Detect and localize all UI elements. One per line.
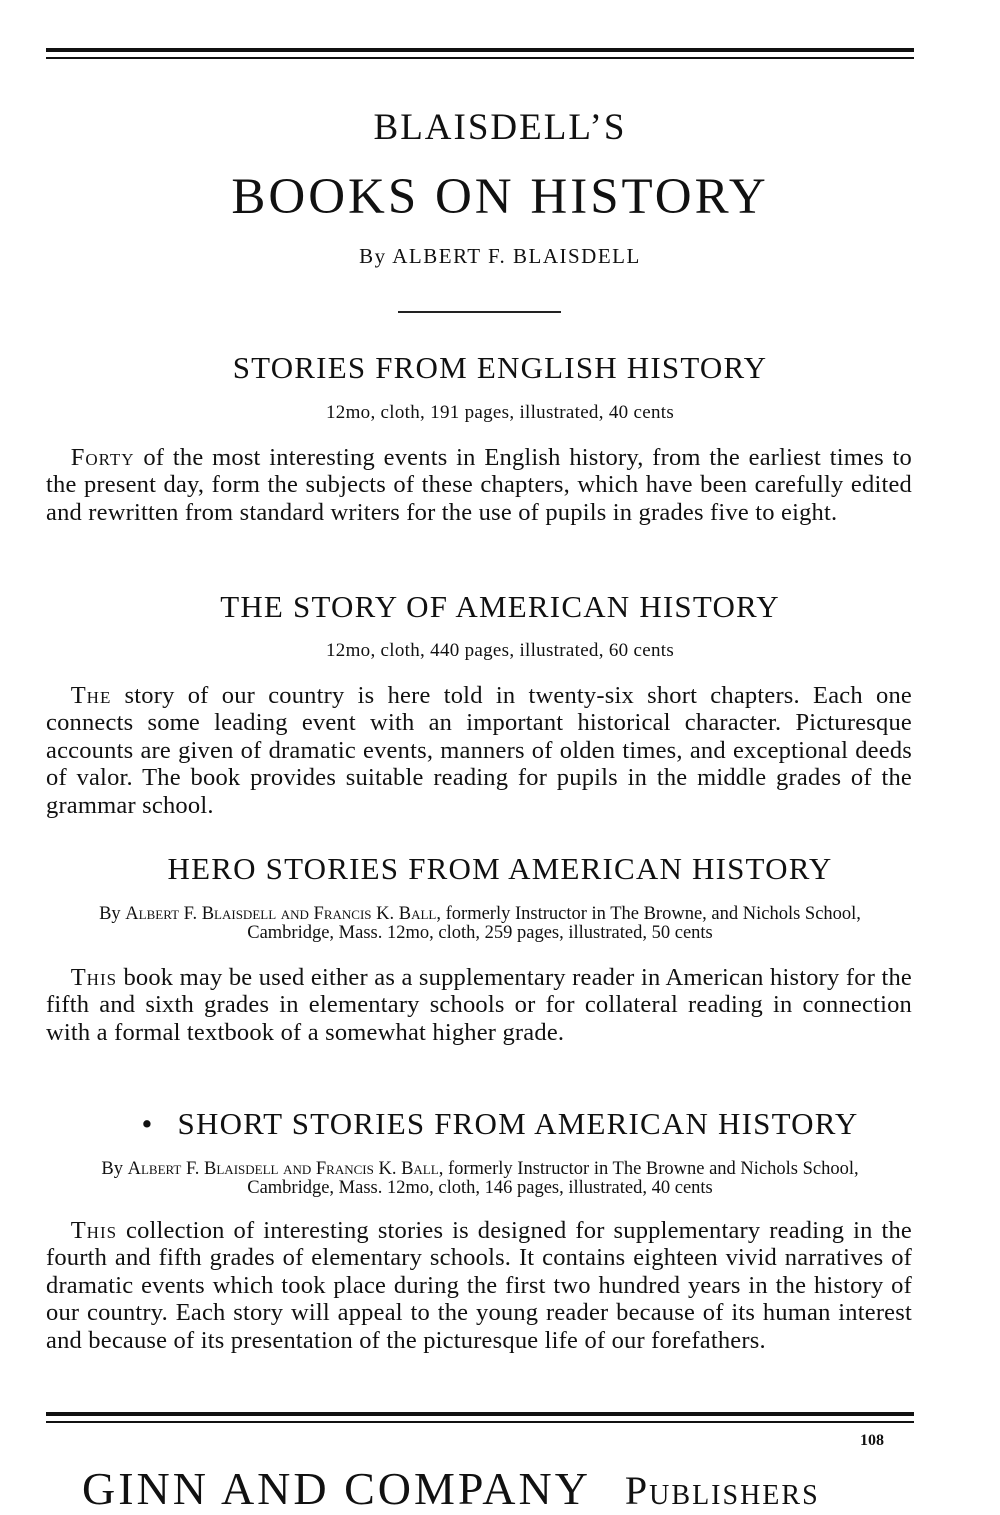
author-line: By ALBERT F. BLAISDELL: [359, 244, 641, 268]
book-byline: [60, 1160, 900, 1198]
page-title: BOOKS ON HISTORY: [231, 169, 769, 225]
byline-prefix: By: [101, 1159, 128, 1179]
description-text: story of our country is here told in twenty-six short chapters. Each one connects some leading event with an important historical character. Picturesque accounts are given of dramatic events, manners of olden times, and exceptional deeds of valor. The book provides suitable reading for pupils in the middle grades of the grammar school.: [46, 682, 912, 819]
lead-word: This: [70, 964, 118, 991]
bottom-rule-thick: [46, 1412, 914, 1416]
book-title: HERO STORIES FROM AMERICAN HISTORY: [167, 851, 833, 886]
lead-word: Forty: [70, 444, 135, 471]
top-rule-thick: [46, 48, 914, 52]
publisher-suffix: Publishers: [624, 1468, 820, 1513]
byline-prefix: By: [99, 904, 126, 924]
book-title: THE STORY OF AMERICAN HISTORY: [220, 589, 780, 624]
book-specs: 12mo, cloth, 440 pages, illustrated, 60 cents: [325, 640, 675, 661]
book-title: STORIES FROM ENGLISH HISTORY: [232, 350, 768, 385]
bullet-mark: •: [141, 1106, 154, 1141]
lead-word: The: [70, 682, 112, 709]
byline-details: , formerly Instructor in The Browne, and Nichols School, Cambridge, Mass. 12mo, cloth, 259 pages, illustrated, 50 cents: [247, 904, 861, 943]
publisher-imprint: [82, 1462, 912, 1515]
byline-details: , formerly Instructor in The Browne and Nichols School, Cambridge, Mass. 12mo, cloth, 146 pages, illustrated, 40 cents: [247, 1159, 859, 1198]
byline-authors: Albert F. Blaisdell and Francis K. Ball: [125, 904, 437, 924]
description-text: book may be used either as a supplementary reader in American history for the fifth and sixth grades in elementary schools or for collateral reading in connection with a formal textbook of a somewhat higher grade.: [46, 964, 912, 1046]
series-name: BLAISDELL’S: [373, 107, 627, 148]
book-description: [46, 444, 912, 526]
top-rule-thin: [46, 57, 914, 59]
page-number: 108: [860, 1432, 884, 1449]
description-text: collection of interesting stories is designed for supplementary reading in the fourth and fifth grades of elementary schools. It contains eighteen vivid narratives of dramatic events which took place during the first two hundred years in the history of our country. Each story will appeal to the young reader because of its human interest and because of its presentation of the picturesque life of our forefathers.: [46, 1217, 912, 1354]
byline-authors: Albert F. Blaisdell and Francis K. Ball: [127, 1159, 439, 1179]
book-title-text: SHORT STORIES FROM AMERICAN HISTORY: [177, 1106, 859, 1141]
lead-word: This: [70, 1217, 118, 1244]
book-description: [46, 1217, 912, 1354]
header-divider: [398, 311, 561, 313]
description-text: of the most interesting events in English history, from the earliest times to the present day, form the subjects of these chapters, which have been carefully edited and rewritten from standard writers for the use of pupils in grades five to eight.: [46, 444, 912, 526]
publisher-name: GINN AND COMPANY: [82, 1463, 591, 1514]
bottom-rule-thin: [46, 1421, 914, 1423]
book-description: [46, 682, 912, 819]
book-description: [46, 964, 912, 1046]
book-specs: 12mo, cloth, 191 pages, illustrated, 40 cents: [325, 402, 675, 423]
book-byline: [60, 905, 900, 943]
book-title: [0, 1106, 1000, 1142]
